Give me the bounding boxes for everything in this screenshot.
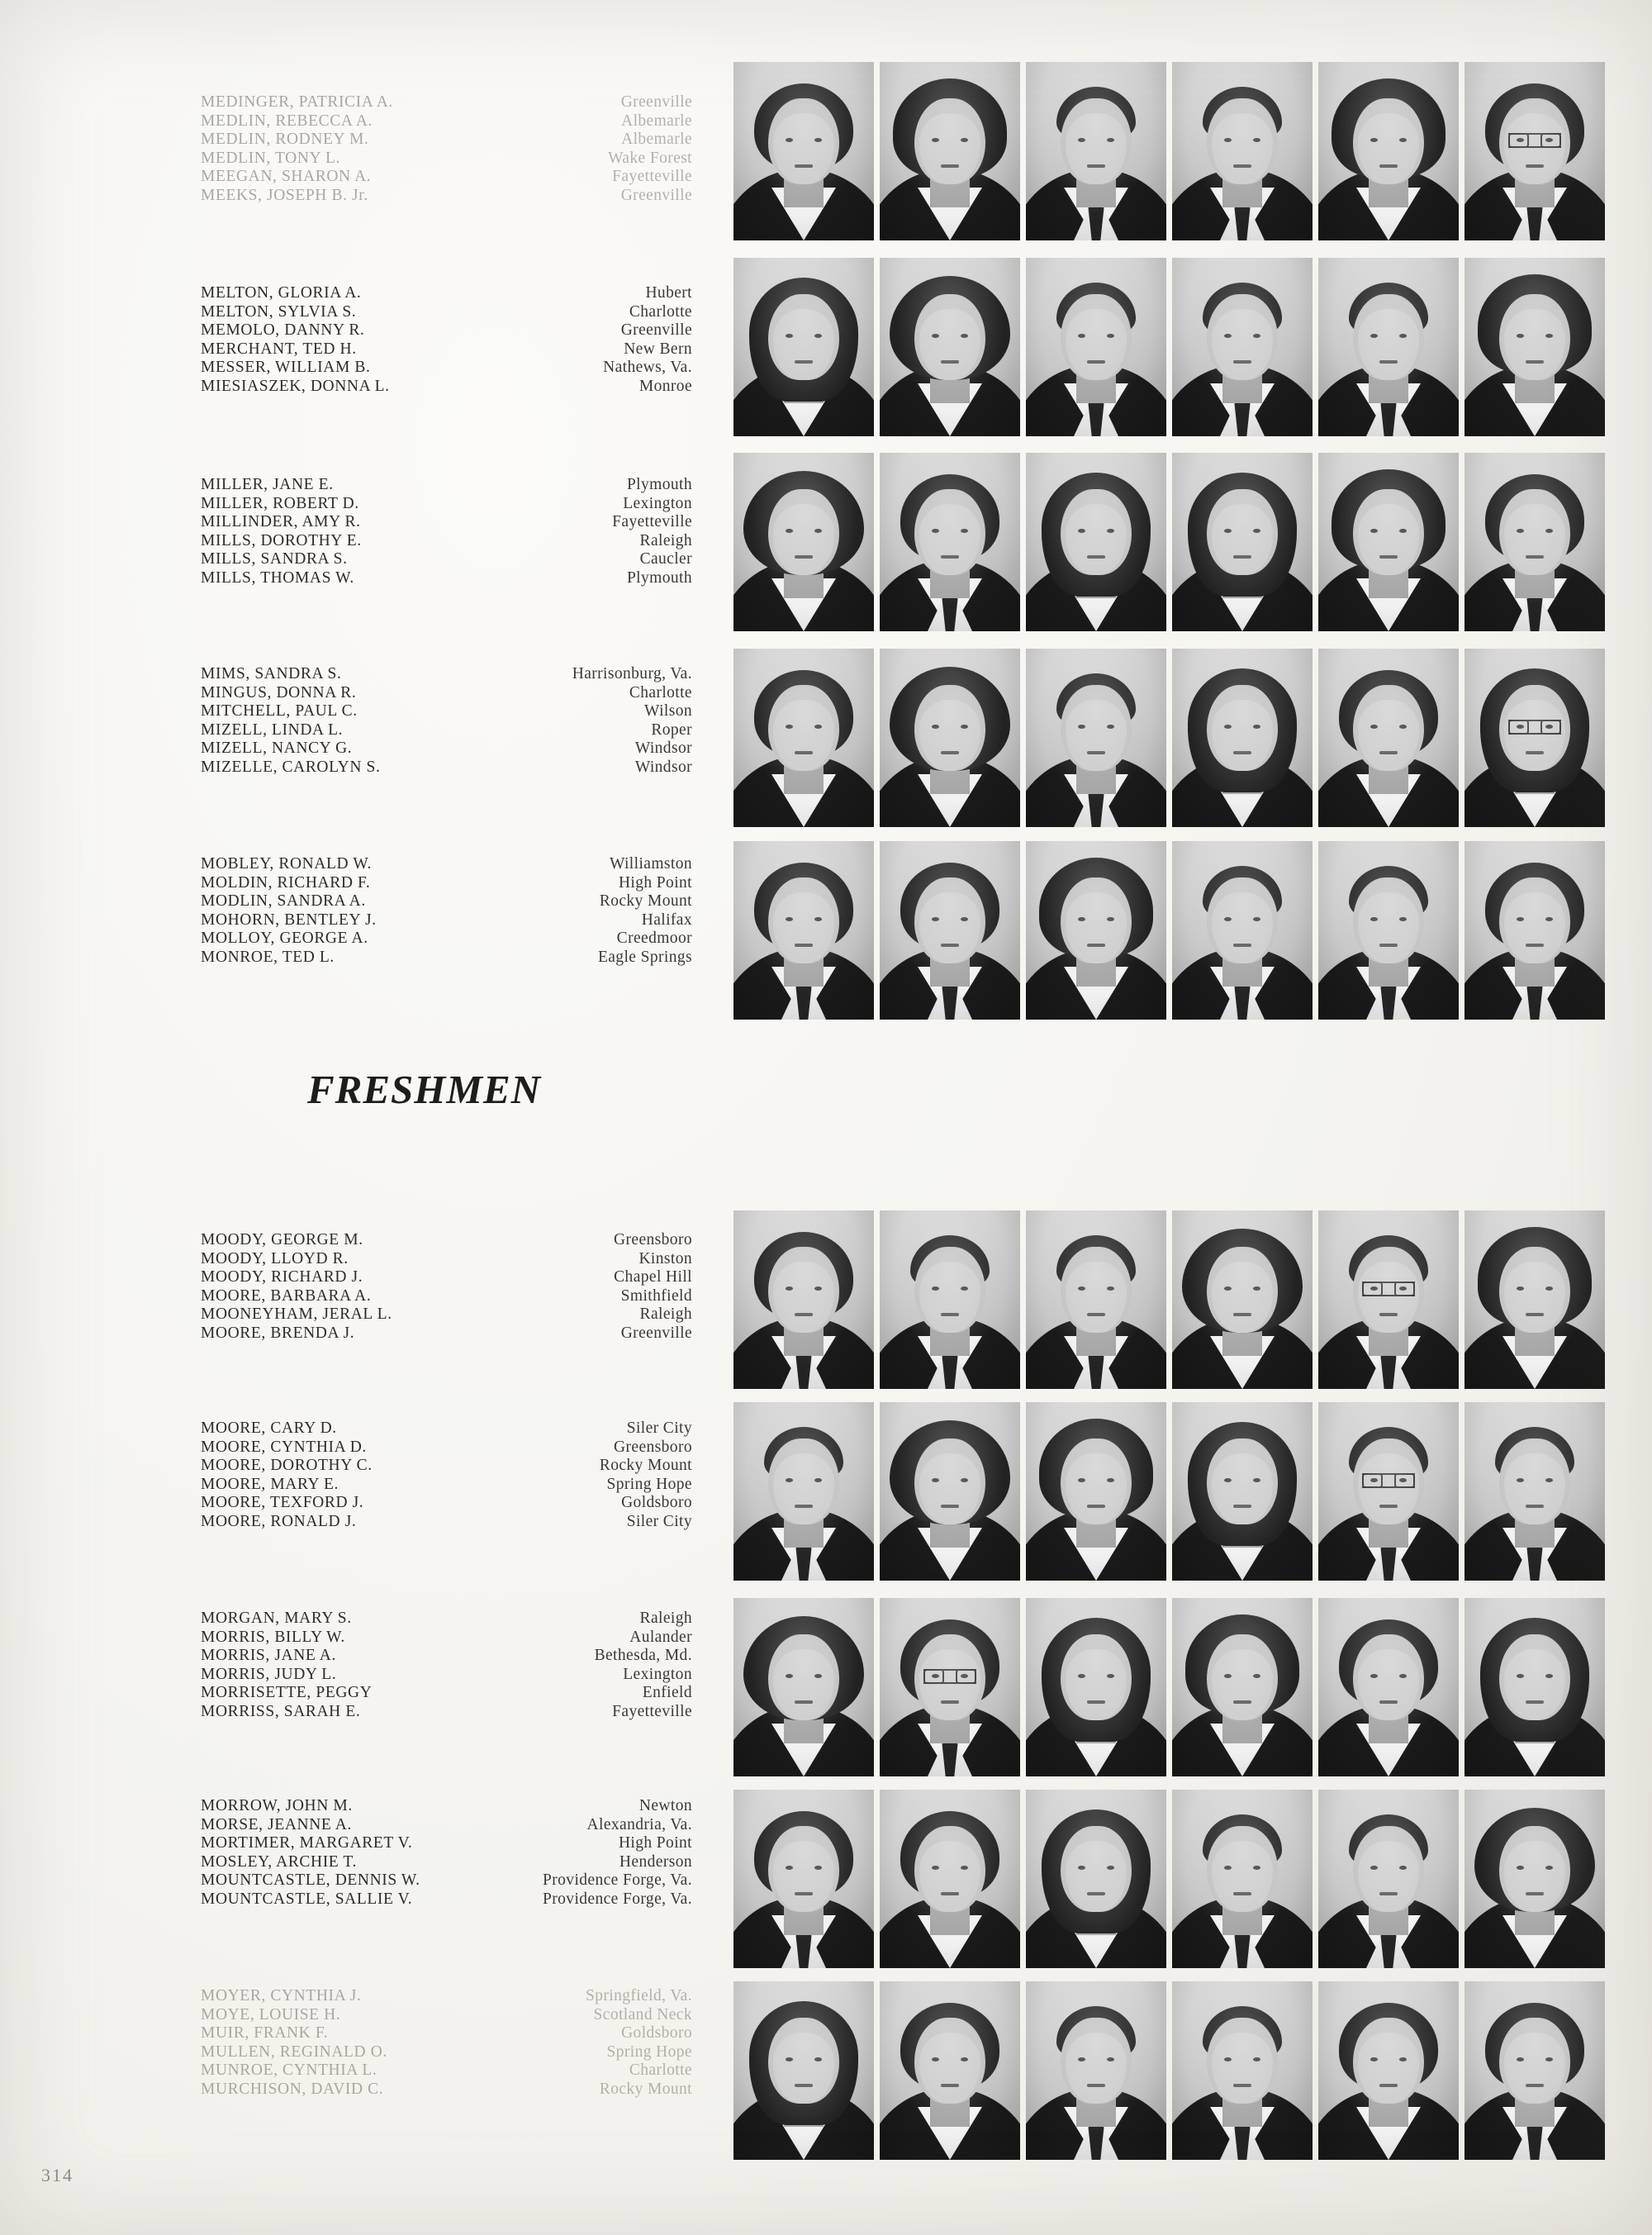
- portrait-vignette: [1172, 258, 1313, 436]
- student-hometown: Enfield: [642, 1684, 692, 1702]
- student-portrait: [1318, 841, 1459, 1020]
- portrait-vignette: [733, 453, 874, 631]
- portrait-vignette: [1172, 841, 1313, 1020]
- name-list-block: [201, 1987, 692, 2099]
- student-portrait: [1172, 62, 1313, 240]
- portrait-vignette: [1318, 258, 1459, 436]
- portrait-row: [733, 1210, 1605, 1389]
- student-name: MORGAN, MARY S.: [201, 1610, 352, 1627]
- student-name: MEDINGER, PATRICIA A.: [201, 93, 393, 111]
- student-hometown: Siler City: [626, 1419, 692, 1437]
- student-portrait: [1464, 649, 1605, 827]
- student-portrait: [733, 1402, 874, 1581]
- portrait-vignette: [1464, 1402, 1605, 1581]
- student-hometown: Smithfield: [620, 1286, 692, 1305]
- student-name: MILLER, JANE E.: [201, 476, 334, 493]
- student-hometown: Greenville: [620, 1324, 692, 1342]
- portrait-vignette: [733, 258, 874, 436]
- portrait-vignette: [1172, 1210, 1313, 1389]
- student-name-column: [201, 284, 494, 397]
- portrait-vignette: [880, 258, 1020, 436]
- student-hometown: Lexington: [623, 494, 692, 512]
- student-name-column: [201, 855, 494, 968]
- portrait-vignette: [1172, 1981, 1313, 2160]
- student-name: MOLLOY, GEORGE A.: [201, 930, 368, 948]
- student-portrait: [1318, 1402, 1459, 1581]
- portrait-vignette: [880, 1598, 1020, 1776]
- student-hometown: Plymouth: [626, 476, 692, 493]
- name-list-block: [201, 476, 692, 588]
- hometown-column: [494, 1419, 692, 1532]
- student-hometown: Bethesda, Md.: [594, 1647, 692, 1665]
- name-list-block: [201, 665, 692, 777]
- student-name: MOODY, GEORGE M.: [201, 1231, 363, 1248]
- student-hometown: High Point: [618, 873, 692, 892]
- student-name: MEDLIN, RODNEY M.: [201, 131, 369, 149]
- student-hometown: Kinston: [638, 1249, 692, 1267]
- student-portrait: [1318, 62, 1459, 240]
- portrait-vignette: [1172, 453, 1313, 631]
- portrait-vignette: [1172, 1790, 1313, 1968]
- portrait-vignette: [1172, 62, 1313, 240]
- student-name: MORTIMER, MARGARET V.: [201, 1834, 413, 1852]
- student-name: MORRISETTE, PEGGY: [201, 1684, 373, 1702]
- student-portrait: [880, 258, 1020, 436]
- student-name: MOYER, CYNTHIA J.: [201, 1987, 362, 2004]
- portrait-vignette: [733, 649, 874, 827]
- student-name: MOORE, BARBARA A.: [201, 1286, 372, 1305]
- student-hometown: Rocky Mount: [599, 892, 692, 911]
- student-name: MINGUS, DONNA R.: [201, 683, 357, 701]
- portrait-row: [733, 1402, 1605, 1581]
- student-portrait: [1172, 1981, 1313, 2160]
- portrait-vignette: [1026, 1981, 1166, 2160]
- name-list-block: [201, 93, 692, 206]
- student-hometown: Fayetteville: [612, 513, 692, 531]
- student-hometown: Fayetteville: [612, 1702, 692, 1720]
- student-portrait: [880, 649, 1020, 827]
- student-hometown: Albemarle: [621, 112, 692, 130]
- portrait-vignette: [1318, 649, 1459, 827]
- student-name: MIZELL, LINDA L.: [201, 720, 344, 739]
- student-hometown: Henderson: [619, 1852, 692, 1871]
- student-portrait: [1026, 1210, 1166, 1389]
- student-portrait: [733, 1210, 874, 1389]
- student-name: MILLS, DOROTHY E.: [201, 531, 362, 549]
- student-hometown: Greenville: [620, 186, 692, 204]
- student-name: MURCHISON, DAVID C.: [201, 2080, 384, 2098]
- name-list-block: [201, 1231, 692, 1343]
- student-portrait: [1026, 453, 1166, 631]
- portrait-vignette: [880, 841, 1020, 1020]
- student-hometown: Providence Forge, Va.: [543, 1890, 692, 1908]
- student-name: MIMS, SANDRA S.: [201, 665, 342, 682]
- student-name-column: [201, 476, 494, 588]
- student-hometown: Charlotte: [629, 302, 692, 321]
- student-portrait: [1172, 453, 1313, 631]
- portrait-vignette: [733, 1790, 874, 1968]
- student-name: MORRISS, SARAH E.: [201, 1702, 361, 1720]
- hometown-column: [494, 1231, 692, 1343]
- student-hometown: Windsor: [634, 758, 692, 776]
- student-portrait: [1464, 1790, 1605, 1968]
- portrait-vignette: [733, 1598, 874, 1776]
- portrait-row: [733, 1790, 1605, 1968]
- section-heading-freshmen: FRESHMEN: [307, 1067, 542, 1112]
- student-name-column: [201, 1610, 494, 1722]
- student-hometown: Charlotte: [629, 2061, 692, 2080]
- student-portrait: [1172, 258, 1313, 436]
- student-name: MOUNTCASTLE, SALLIE V.: [201, 1890, 413, 1908]
- student-hometown: Eagle Springs: [597, 948, 692, 966]
- student-portrait: [1318, 1981, 1459, 2160]
- student-hometown: Monroe: [638, 377, 692, 395]
- student-name: MORSE, JEANNE A.: [201, 1815, 352, 1833]
- student-name-column: [201, 1231, 494, 1343]
- student-name: MORRIS, JANE A.: [201, 1647, 336, 1665]
- student-portrait: [1318, 1790, 1459, 1968]
- student-name: MOORE, MARY E.: [201, 1475, 339, 1493]
- student-portrait: [880, 1402, 1020, 1581]
- student-name: MODLIN, SANDRA A.: [201, 892, 366, 911]
- portrait-vignette: [1464, 1981, 1605, 2160]
- student-portrait: [1464, 1598, 1605, 1776]
- portrait-vignette: [1318, 1981, 1459, 2160]
- student-hometown: Raleigh: [639, 531, 692, 549]
- hometown-column: [494, 1797, 692, 1909]
- student-portrait: [880, 841, 1020, 1020]
- portrait-vignette: [1172, 1598, 1313, 1776]
- student-hometown: Raleigh: [639, 1610, 692, 1627]
- student-portrait: [733, 1598, 874, 1776]
- portrait-vignette: [1318, 1598, 1459, 1776]
- student-hometown: Caucler: [639, 550, 692, 568]
- portrait-vignette: [1464, 649, 1605, 827]
- student-portrait: [733, 62, 874, 240]
- portrait-vignette: [1026, 258, 1166, 436]
- portrait-vignette: [1026, 453, 1166, 631]
- portrait-vignette: [733, 1981, 874, 2160]
- student-name: MOYE, LOUISE H.: [201, 2005, 341, 2023]
- portrait-vignette: [880, 62, 1020, 240]
- student-hometown: Rocky Mount: [599, 2080, 692, 2098]
- student-portrait: [1026, 1402, 1166, 1581]
- student-portrait: [880, 453, 1020, 631]
- student-portrait: [880, 1790, 1020, 1968]
- student-name: MOORE, CARY D.: [201, 1419, 337, 1437]
- student-hometown: Rocky Mount: [599, 1457, 692, 1475]
- student-name-column: [201, 1987, 494, 2099]
- portrait-vignette: [733, 1402, 874, 1581]
- student-name: MOODY, LLOYD R.: [201, 1249, 349, 1267]
- hometown-column: [494, 1610, 692, 1722]
- student-hometown: Albemarle: [621, 131, 692, 149]
- name-list-block: [201, 855, 692, 968]
- student-portrait: [1318, 258, 1459, 436]
- portrait-vignette: [880, 1981, 1020, 2160]
- student-portrait: [733, 841, 874, 1020]
- student-hometown: Greensboro: [614, 1438, 692, 1456]
- portrait-vignette: [1464, 453, 1605, 631]
- student-name: MOHORN, BENTLEY J.: [201, 911, 377, 929]
- page-number: 314: [41, 2165, 74, 2185]
- student-portrait: [1464, 258, 1605, 436]
- student-hometown: Creedmoor: [616, 930, 692, 948]
- student-name: MORROW, JOHN M.: [201, 1797, 353, 1814]
- student-name: MORRIS, JUDY L.: [201, 1665, 337, 1683]
- student-hometown: Halifax: [641, 911, 692, 929]
- portrait-vignette: [880, 649, 1020, 827]
- student-portrait: [880, 1981, 1020, 2160]
- student-portrait: [880, 1210, 1020, 1389]
- name-list-block: [201, 284, 692, 397]
- student-name: MOORE, CYNTHIA D.: [201, 1438, 367, 1456]
- student-portrait: [1464, 1210, 1605, 1389]
- portrait-vignette: [1026, 1210, 1166, 1389]
- student-portrait: [1318, 1598, 1459, 1776]
- portrait-vignette: [1464, 62, 1605, 240]
- student-hometown: Nathews, Va.: [603, 359, 692, 377]
- student-portrait: [733, 649, 874, 827]
- student-hometown: Wilson: [644, 702, 692, 720]
- student-portrait: [1318, 649, 1459, 827]
- student-hometown: Springfield, Va.: [586, 1987, 692, 2004]
- portrait-row: [733, 1598, 1605, 1776]
- student-portrait: [1026, 1598, 1166, 1776]
- portrait-vignette: [1172, 649, 1313, 827]
- student-name: MUIR, FRANK F.: [201, 2024, 329, 2042]
- student-portrait: [1172, 1790, 1313, 1968]
- student-name: MIESIASZEK, DONNA L.: [201, 377, 390, 395]
- hometown-column: [494, 93, 692, 206]
- student-portrait: [1464, 62, 1605, 240]
- portrait-vignette: [1464, 1210, 1605, 1389]
- student-hometown: Lexington: [623, 1665, 692, 1683]
- portrait-vignette: [1464, 258, 1605, 436]
- student-name: MILLER, ROBERT D.: [201, 494, 359, 512]
- name-list-block: [201, 1610, 692, 1722]
- student-hometown: Newton: [638, 1797, 692, 1814]
- student-portrait: [1026, 1790, 1166, 1968]
- hometown-column: [494, 1987, 692, 2099]
- student-name-column: [201, 665, 494, 777]
- student-name: MELTON, GLORIA A.: [201, 284, 362, 302]
- student-hometown: Chapel Hill: [614, 1268, 692, 1286]
- portrait-vignette: [1318, 1210, 1459, 1389]
- student-hometown: Siler City: [626, 1512, 692, 1530]
- student-portrait: [1172, 1210, 1313, 1389]
- student-name: MULLEN, REGINALD O.: [201, 2042, 387, 2061]
- portrait-vignette: [1318, 1790, 1459, 1968]
- portrait-row: [733, 62, 1605, 240]
- student-portrait: [1026, 649, 1166, 827]
- student-hometown: Roper: [651, 720, 692, 739]
- portrait-vignette: [880, 1210, 1020, 1389]
- student-name: MEEGAN, SHARON A.: [201, 168, 372, 186]
- portrait-vignette: [1026, 62, 1166, 240]
- portrait-vignette: [1464, 841, 1605, 1020]
- student-portrait: [1464, 841, 1605, 1020]
- student-name: MONROE, TED L.: [201, 948, 335, 966]
- portrait-vignette: [880, 1402, 1020, 1581]
- student-portrait: [733, 258, 874, 436]
- portrait-vignette: [733, 841, 874, 1020]
- student-hometown: Wake Forest: [608, 149, 692, 167]
- student-hometown: Scotland Neck: [593, 2005, 692, 2023]
- student-name-column: [201, 1797, 494, 1909]
- student-hometown: Williamston: [609, 855, 692, 873]
- student-hometown: Charlotte: [629, 683, 692, 701]
- student-hometown: Plymouth: [626, 568, 692, 587]
- portrait-vignette: [733, 62, 874, 240]
- student-hometown: Spring Hope: [606, 2042, 692, 2061]
- student-name: MUNROE, CYNTHIA L.: [201, 2061, 377, 2080]
- portrait-vignette: [880, 1790, 1020, 1968]
- name-list-block: [201, 1419, 692, 1532]
- student-portrait: [880, 62, 1020, 240]
- portrait-vignette: [1026, 1790, 1166, 1968]
- student-name: MIZELL, NANCY G.: [201, 739, 353, 758]
- student-name: MOBLEY, RONALD W.: [201, 855, 373, 873]
- student-portrait: [733, 1790, 874, 1968]
- student-name: MOLDIN, RICHARD F.: [201, 873, 371, 892]
- student-hometown: Goldsboro: [621, 1494, 692, 1512]
- student-portrait: [1172, 841, 1313, 1020]
- student-hometown: Greenville: [620, 321, 692, 340]
- student-hometown: Greensboro: [614, 1231, 692, 1248]
- student-portrait: [733, 1981, 874, 2160]
- student-hometown: Goldsboro: [621, 2024, 692, 2042]
- student-portrait: [1026, 62, 1166, 240]
- student-name: MORRIS, BILLY W.: [201, 1628, 345, 1646]
- student-name: MILLS, SANDRA S.: [201, 550, 348, 568]
- student-hometown: Raleigh: [639, 1305, 692, 1324]
- portrait-vignette: [1172, 1402, 1313, 1581]
- portrait-row: [733, 453, 1605, 631]
- student-name: MELTON, SYLVIA S.: [201, 302, 357, 321]
- student-hometown: New Bern: [624, 340, 692, 358]
- student-portrait: [880, 1598, 1020, 1776]
- student-portrait: [733, 453, 874, 631]
- student-portrait: [1318, 1210, 1459, 1389]
- student-portrait: [1464, 1402, 1605, 1581]
- student-portrait: [1026, 258, 1166, 436]
- student-hometown: Greenville: [620, 93, 692, 111]
- student-name-column: [201, 1419, 494, 1532]
- student-name: MIZELLE, CAROLYN S.: [201, 758, 381, 776]
- student-portrait: [1464, 1981, 1605, 2160]
- portrait-vignette: [1026, 841, 1166, 1020]
- student-portrait: [1172, 1598, 1313, 1776]
- portrait-row: [733, 649, 1605, 827]
- student-name: MITCHELL, PAUL C.: [201, 702, 358, 720]
- student-name: MOORE, DOROTHY C.: [201, 1457, 373, 1475]
- student-name: MOODY, RICHARD J.: [201, 1268, 363, 1286]
- student-name: MEEKS, JOSEPH B. Jr.: [201, 186, 368, 204]
- student-name: MEMOLO, DANNY R.: [201, 321, 365, 340]
- name-list-block: [201, 1797, 692, 1909]
- student-portrait: [1026, 841, 1166, 1020]
- portrait-vignette: [1318, 1402, 1459, 1581]
- student-name: MEDLIN, REBECCA A.: [201, 112, 373, 130]
- portrait-row: [733, 1981, 1605, 2160]
- student-hometown: High Point: [618, 1834, 692, 1852]
- student-hometown: Spring Hope: [606, 1475, 692, 1493]
- student-name: MOSLEY, ARCHIE T.: [201, 1852, 357, 1871]
- hometown-column: [494, 855, 692, 968]
- student-name: MESSER, WILLIAM B.: [201, 359, 371, 377]
- portrait-vignette: [880, 453, 1020, 631]
- student-name: MOORE, RONALD J.: [201, 1512, 357, 1530]
- hometown-column: [494, 665, 692, 777]
- student-name: MOONEYHAM, JERAL L.: [201, 1305, 392, 1324]
- portrait-vignette: [1026, 649, 1166, 827]
- student-portrait: [1464, 453, 1605, 631]
- student-name: MOUNTCASTLE, DENNIS W.: [201, 1871, 420, 1890]
- portrait-vignette: [1318, 62, 1459, 240]
- student-name-column: [201, 93, 494, 206]
- portrait-vignette: [1026, 1402, 1166, 1581]
- student-name: MERCHANT, TED H.: [201, 340, 357, 358]
- hometown-column: [494, 284, 692, 397]
- student-portrait: [1318, 453, 1459, 631]
- student-name: MOORE, TEXFORD J.: [201, 1494, 364, 1512]
- student-name: MILLS, THOMAS W.: [201, 568, 354, 587]
- student-hometown: Aulander: [629, 1628, 692, 1646]
- student-portrait: [1172, 649, 1313, 827]
- portrait-vignette: [1318, 453, 1459, 631]
- student-hometown: Harrisonburg, Va.: [572, 665, 692, 682]
- hometown-column: [494, 476, 692, 588]
- portrait-row: [733, 841, 1605, 1020]
- student-hometown: Fayetteville: [612, 168, 692, 186]
- portrait-vignette: [1026, 1598, 1166, 1776]
- portrait-row: [733, 258, 1605, 436]
- student-portrait: [1026, 1981, 1166, 2160]
- student-name: MILLINDER, AMY R.: [201, 513, 361, 531]
- student-hometown: Windsor: [634, 739, 692, 758]
- student-name: MEDLIN, TONY L.: [201, 149, 340, 167]
- portrait-vignette: [1318, 841, 1459, 1020]
- student-hometown: Hubert: [645, 284, 692, 302]
- student-portrait: [1172, 1402, 1313, 1581]
- portrait-vignette: [1464, 1790, 1605, 1968]
- student-hometown: Alexandria, Va.: [586, 1815, 692, 1833]
- portrait-vignette: [1464, 1598, 1605, 1776]
- student-name: MOORE, BRENDA J.: [201, 1324, 355, 1342]
- portrait-vignette: [733, 1210, 874, 1389]
- student-hometown: Providence Forge, Va.: [543, 1871, 692, 1890]
